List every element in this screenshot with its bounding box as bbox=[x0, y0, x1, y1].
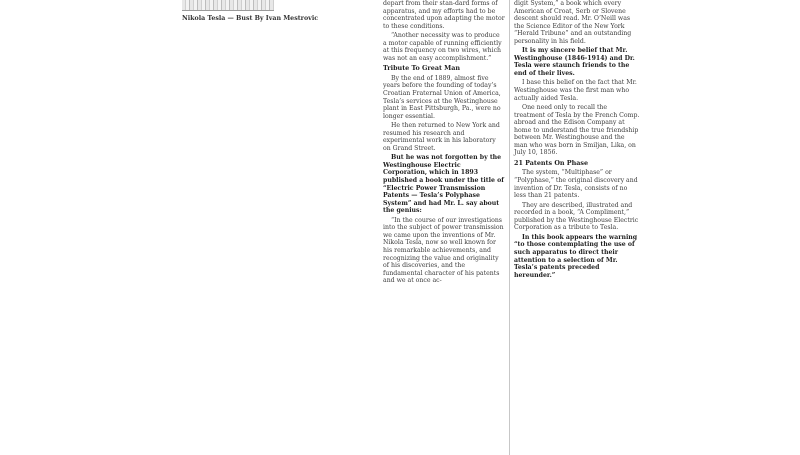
article-paragraph: “Another necessity was to produce a motor capable of running efficiently at this frequency on two wires, which was not an easy accomplishment.” bbox=[383, 32, 502, 62]
article-paragraph: I base this belief on the fact that Mr. Westinghouse was the first man who actually aided Tesla. bbox=[514, 79, 637, 102]
article-paragraph: They are described, illustrated and recorded in a book, “A Compliment,” published by the Westinghouse Electric Corporation as a tribute to Tesla. bbox=[514, 201, 639, 232]
article-paragraph: The system, “Multiphase” or “Polyphase,” the original discovery and invention of Dr. Tesla, consists of no less than 21 patents. bbox=[514, 169, 638, 200]
article-paragraph: depart from their stan-dard forms of apparatus, and my efforts had to be concentrated upon adapting the motor to these conditions. bbox=[383, 0, 505, 30]
article-paragraph: It is my sincere belief that Mr. Westinghouse (1846-1914) and Dr. Tesla were staunch friends to the end of their lives. bbox=[514, 47, 635, 77]
bust-photo-image bbox=[182, 0, 274, 11]
article-paragraph: “In the course of our investigations into the subject of power transmission we came upon the inventions of Mr. Nikola Tesla, now so well known for his remarkable achievements, and recognizing the value and originality of his discoveries, and the fundamental character of his patents and we at once ac- bbox=[383, 216, 504, 285]
column-divider bbox=[509, 0, 510, 455]
article-paragraph: digit System,” a book which every American of Croat, Serb or Slovene descent should read. Mr. O’Neill was the Science Editor of the New York “Herald Tribune” and an outstanding personality in his field. bbox=[514, 0, 632, 45]
article-paragraph: In this book appears the warning “to those contemplating the use of such apparatus to direct their attention to a selection of Mr. Tesla’s patents preceded hereunder.” bbox=[514, 233, 638, 279]
article-paragraph: But he was not forgotten by the Westinghouse Electric Corporation, which in 1893 published a book under the title of “Electric Power Transmission Patents — Tesla’s Polyphase System” and had Mr. L. say about the genius: bbox=[383, 154, 504, 215]
article-paragraph: By the end of 1889, almost five years before the founding of today’s Croatian Fraternal Union of America, Tesla’s services at the Westinghouse plant in East Pittsburgh, Pa., were no longer essential. bbox=[383, 74, 501, 120]
article-column-1 bbox=[383, 0, 505, 287]
article-paragraph: One need only to recall the treatment of Tesla by the French Comp. abroad and the Edison Company at home to understand the true friendship between Mr. Westinghouse and the man who was born in Smiljan, Lika, on July 10, 1856. bbox=[514, 104, 640, 157]
article-paragraph: He then returned to New York and resumed his research and experimental work in his laboratory on Grand Street. bbox=[383, 122, 500, 152]
photo-caption: Nikola Tesla — Bust By Ivan Mestrovic bbox=[182, 15, 319, 22]
section-heading: Tribute To Great Man bbox=[383, 64, 461, 73]
section-heading: 21 Patents On Phase bbox=[514, 158, 589, 167]
article-column-2 bbox=[514, 0, 640, 281]
